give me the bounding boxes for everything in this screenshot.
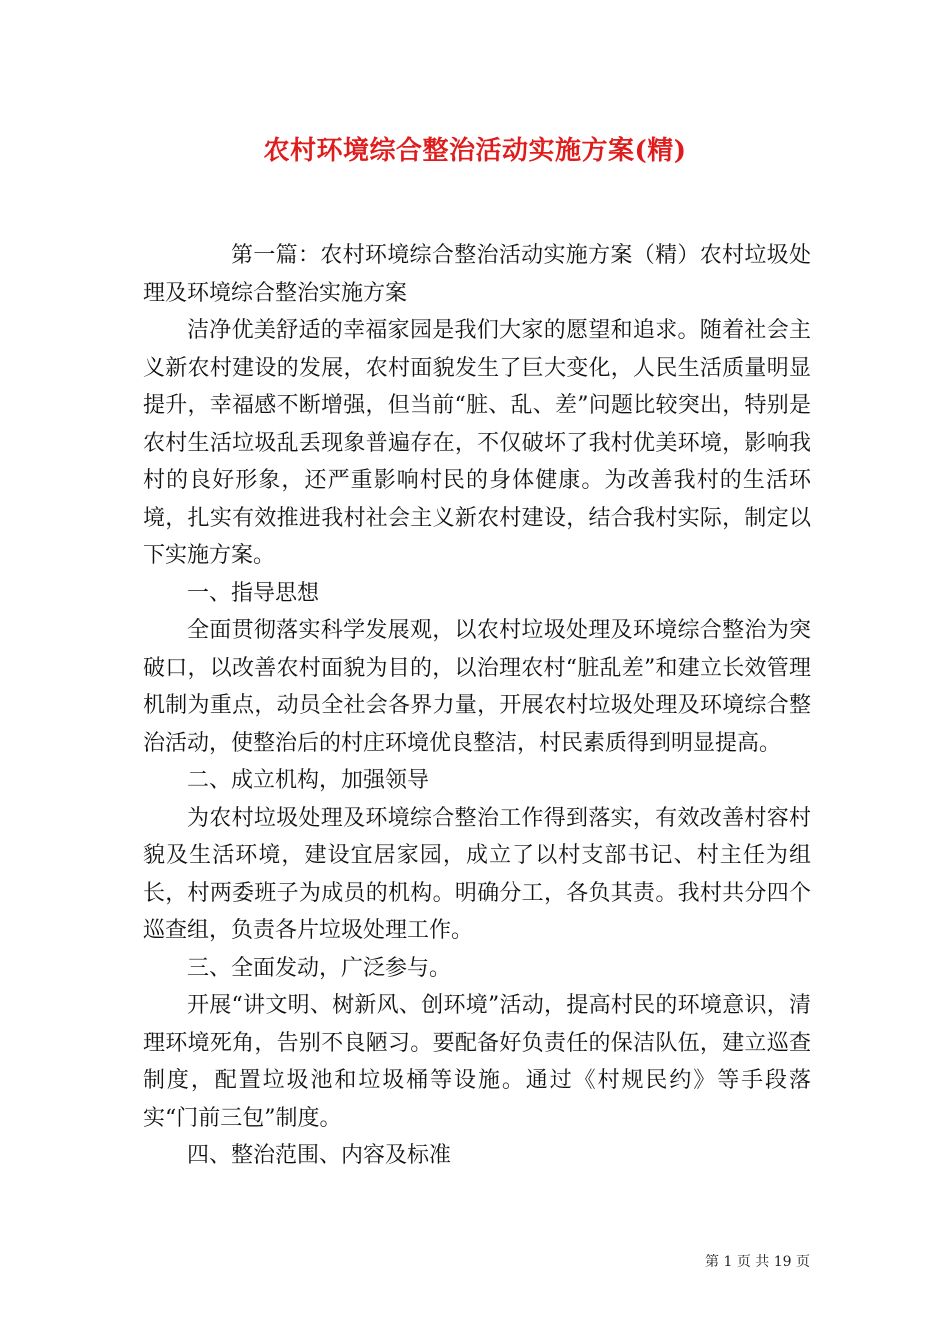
- section-heading-3: 三、全面发动，广泛参与。: [187, 955, 452, 981]
- document-title: 农村环境综合整治活动实施方案(精): [263, 136, 687, 166]
- page-number: 第 1 页 共 19 页: [705, 1254, 810, 1270]
- paragraph-intro: 第一篇：农村环境综合整治活动实施方案（精）农村垃圾处理及环境综合整治实施方案: [143, 243, 811, 306]
- section-heading-4: 四、整治范围、内容及标准: [187, 1143, 452, 1168]
- paragraph-mobilization: 开展“讲文明、树新风、创环境”活动，提高村民的环境意识，清理环境死角，告别不良陋习。要配备好负责任的保洁队伍，建立巡查制度，配置垃圾池和垃圾桶等设施。通过《村规民约》等手段落实“门前三包”制度。: [143, 993, 811, 1131]
- paragraph-background: 洁净优美舒适的幸福家园是我们大家的愿望和追求。随着社会主义新农村建设的发展，农村面貌发生了巨大变化，人民生活质量明显提升，幸福感不断增强，但当前“脏、乱、差”问题比较突出，特别是农村生活垃圾乱丢现象普遍存在，不仅破坏了我村优美环境，影响我村的良好形象，还严重影响村民的身体健康。为改善我村的生活环境，扎实有效推进我村社会主义新农村建设，结合我村实际，制定以下实施方案。: [143, 318, 811, 568]
- paragraph-organization: 为农村垃圾处理及环境综合整治工作得到落实，有效改善村容村貌及生活环境，建设宜居家园，成立了以村支部书记、村主任为组长，村两委班子为成员的机构。明确分工，各负其责。我村共分四个巡查组，负责各片垃圾处理工作。: [143, 805, 811, 943]
- section-heading-2: 二、成立机构，加强领导: [187, 768, 430, 793]
- section-heading-1: 一、指导思想: [187, 580, 320, 606]
- document-body: [143, 237, 811, 1175]
- paragraph-guiding-thought: 全面贯彻落实科学发展观，以农村垃圾处理及环境综合整治为突破口，以改善农村面貌为目的，以治理农村“脏乱差”和建立长效管理机制为重点，动员全社会各界力量，开展农村垃圾处理及环境综合整治活动，使整治后的村庄环境优良整洁，村民素质得到明显提高。: [143, 618, 811, 756]
